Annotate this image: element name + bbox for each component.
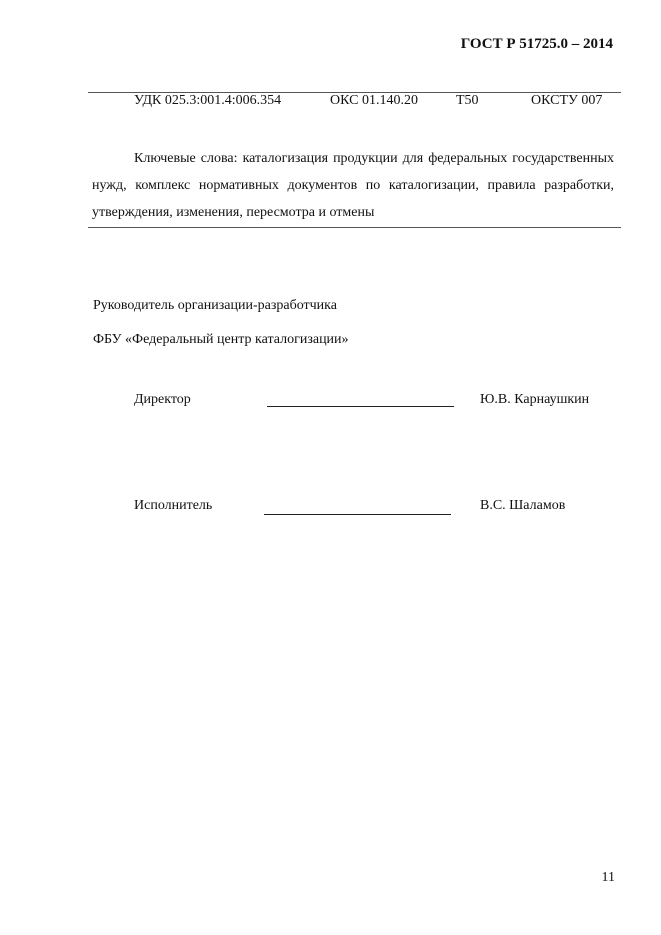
developer-head-label: Руководитель организации-разработчика <box>93 298 337 313</box>
bottom-rule <box>88 227 621 228</box>
signature-role-executor: Исполнитель <box>134 498 213 513</box>
signature-line-executor <box>264 514 451 515</box>
udk-code: УДК 025.3:001.4:006.354 <box>134 93 282 108</box>
organization-name: ФБУ «Федеральный центр каталогизации» <box>93 332 349 347</box>
oks-code: ОКС 01.140.20 <box>330 93 418 108</box>
signature-name-executor: В.С. Шаламов <box>480 498 566 513</box>
okstu-code: ОКСТУ 007 <box>531 93 603 108</box>
t-code: Т50 <box>456 93 479 108</box>
signature-name-director: Ю.В. Карнаушкин <box>480 392 590 407</box>
signature-line-director <box>267 406 454 407</box>
page-number: 11 <box>601 870 615 885</box>
keywords-paragraph: Ключевые слова: каталогизация продукции для федеральных государственных нужд, комплекс нормативных документов по каталогизации, правила разработки, утверждения, изменения, пересмотра и отмены <box>92 151 614 220</box>
signature-role-director: Директор <box>134 392 191 407</box>
document-header: ГОСТ Р 51725.0 – 2014 <box>460 36 613 52</box>
